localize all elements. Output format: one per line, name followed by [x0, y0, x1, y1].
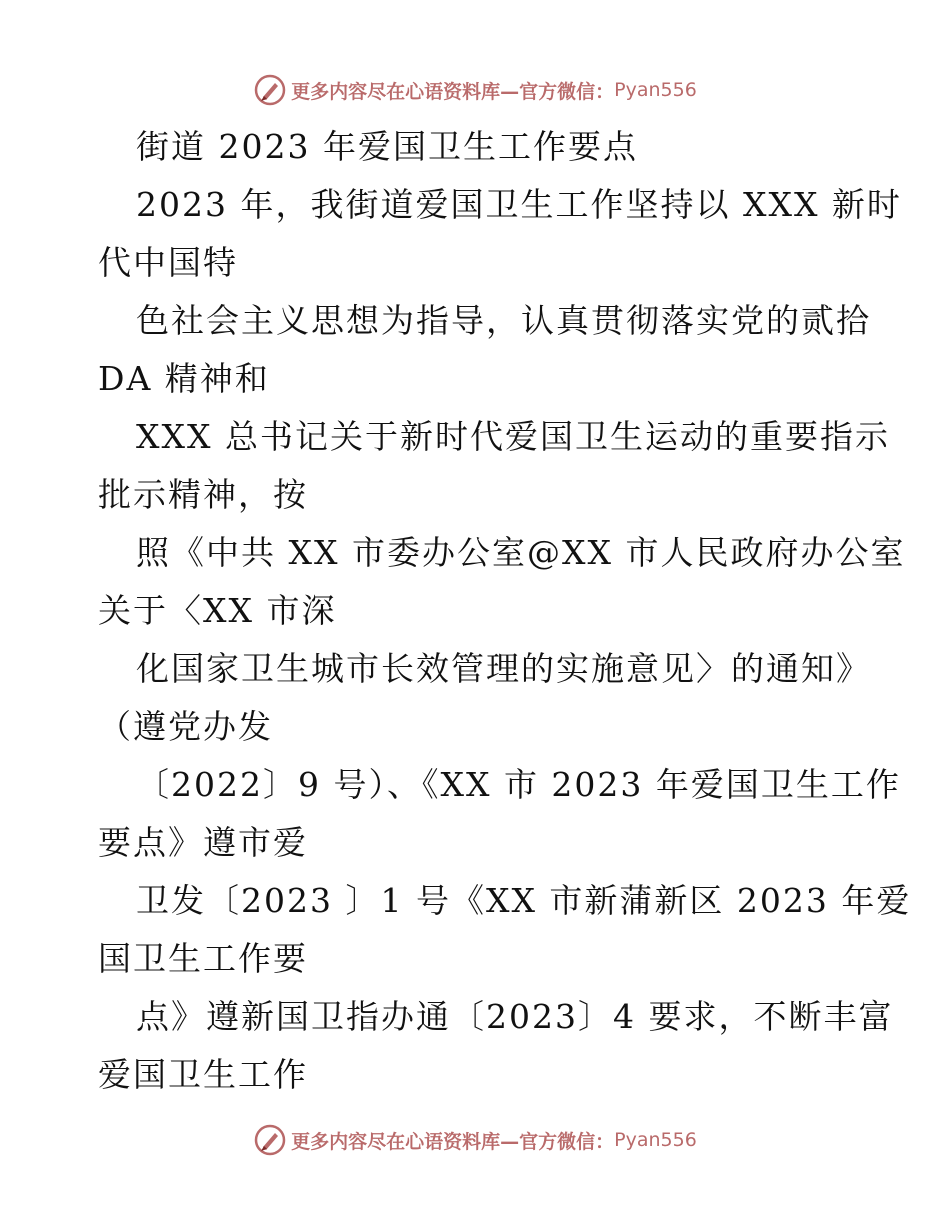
text-line: 照《中共 XX 市委办公室@XX 市人民政府办公室	[136, 533, 906, 572]
text-line: 化国家卫生城市长效管理的实施意见〉的通知》	[136, 649, 871, 688]
text-line: 关于〈XX 市深	[98, 591, 337, 630]
text-line: 代中国特	[98, 243, 238, 282]
pen-nib-logo-icon	[253, 1123, 287, 1157]
text-line: 国卫生工作要	[98, 939, 308, 978]
text-line: 卫发〔2023 〕1 号《XX 市新蒲新区 2023 年爱	[136, 881, 912, 920]
text-line: 2023 年，我街道爱国卫生工作坚持以 XXX 新时	[136, 185, 902, 224]
banner-contact: Pyan556	[614, 1129, 697, 1151]
header-watermark-banner	[0, 70, 950, 110]
text-line: XXX 总书记关于新时代爱国卫生运动的重要指示	[136, 417, 890, 456]
text-line: 点》遵新国卫指办通〔2023〕4 要求，不断丰富	[136, 997, 894, 1036]
text-line: （遵党办发	[98, 707, 273, 746]
pen-nib-logo-icon	[253, 73, 287, 107]
text-line: 爱国卫生工作	[98, 1055, 308, 1094]
text-line: DA 精神和	[98, 359, 270, 398]
footer-watermark-banner	[0, 1120, 950, 1160]
text-line: 〔2022〕9 号）、《XX 市 2023 年爱国卫生工作	[136, 765, 901, 804]
document-body	[98, 118, 912, 1104]
banner-contact: Pyan556	[614, 79, 697, 101]
text-line: 要点》遵市爱	[98, 823, 308, 862]
banner-text: 更多内容尽在心语资料库—官方微信：	[291, 80, 615, 103]
document-title: 街道 2023 年爱国卫生工作要点	[136, 127, 638, 166]
text-line: 批示精神，按	[98, 475, 308, 514]
banner-text: 更多内容尽在心语资料库—官方微信：	[291, 1130, 615, 1153]
text-line: 色社会主义思想为指导，认真贯彻落实党的贰拾	[136, 301, 871, 340]
